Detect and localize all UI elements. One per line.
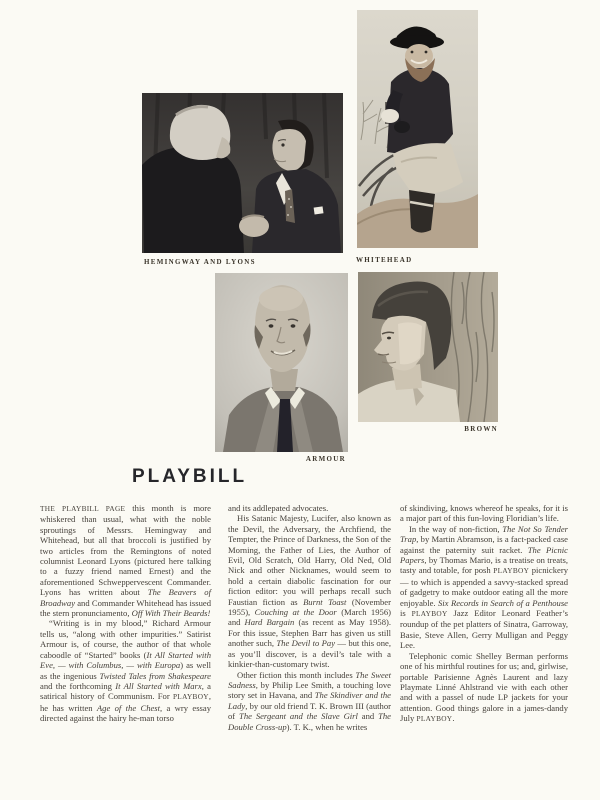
hemingway-lyons-image [142, 93, 343, 253]
brown-image [358, 272, 498, 422]
photo-caption-whitehead: WHITEHEAD [356, 256, 413, 264]
article-paragraph: and its addlepated advocates. [228, 503, 329, 513]
photo-whitehead [357, 10, 478, 248]
article-paragraph: His Satanic Majesty, Lucifer, also known as the Devil, the Adversary, the Archfiend, the Tempter, the Prince of Darkness, the Son of the Morning, the Father of Lies, the Author of Evil, Old Scratch, Old Harry, Old Ned, Old Nick and other Nicknames, would seem to hold a certain diabolic fascination for our fiction editor: you will perhaps recall such Faustian fiction as Burnt Toast (November 1955), Couching at the Door (March 1956) and Hard Bargain (as recent as May 1958). For this issue, Stephen Barr has given us still another such, The Devil to Pay — but this one, as you’ll discover, is a devil’s tale with a kinkier-than-customary twist. [228, 513, 391, 670]
photo-hemingway-and-lyons [142, 93, 343, 253]
photo-armour [215, 273, 348, 452]
photo-caption-hemingway-lyons: HEMINGWAY AND LYONS [144, 258, 256, 266]
photo-caption-brown: BROWN [464, 425, 498, 433]
armour-image [215, 273, 348, 452]
article-paragraph: In the way of non-fiction, The Not So Tender Trap, by Martin Abramson, is a fact-packed case against the paternity suit racket. The Picnic Papers, by Thomas Mario, is a treatise on treats, tasty and totable, for posh PLAYBOY picnickery — to which is appended a savvy-stacked spread of gadgetry to make outdoor eating all the more enjoyable. Six Records in Search of a Penthouse is PLAYBOY Jazz Editor Leonard Feather’s roundup of the pet platters of Sinatra, Garroway, Basie, Steve Allen, Gerry Mulligan and Peggy Lee. [400, 523, 569, 651]
playbill-heading: PLAYBILL [132, 466, 248, 487]
article-column-1 [40, 503, 211, 724]
whitehead-image [357, 10, 478, 248]
photo-brown [358, 272, 498, 422]
article-paragraph: “Writing is in my blood,” Richard Armour tells us, “along with other impurities.” Satirist Armour is, of course, the author of that whole caboodle of “Started” books (It All Started with Eve, — with Columbus, — with Europa) as well as the ingenious Twisted Tales from Shakespeare and the forthcoming It All Started with Marx, a satirical history of Communism. For PLAYBOY, he has written Age of the Chest, a wry essay directed against the hairy he-man torso [40, 618, 211, 724]
article-paragraph: THE PLAYBILL PAGE this month is more whiskered than usual, what with the noble sproutings of Messrs. Hemingway and Whitehead, but all that broccoli is justified by two articles from the Remingtons of noted columnist Leonard Lyons (pictured here talking to a fuzzy friend named Ernest) and the aforementioned Schweppervescent Commander. Lyons has written about The Beavers of Broadway and Commander Whitehead has issued the stern pronunciamento, Off With Their Beards! [40, 503, 211, 619]
article-column-3 [400, 503, 568, 725]
photo-caption-armour: ARMOUR [305, 455, 346, 463]
article-paragraph: Other fiction this month includes The Sweet Sadness, by Philip Lee Smith, a touching love story set in Havana, and The Skindiver and the Lady, by our old friend T. K. Brown III (author of The Sergeant and the Slave Girl and The Double Cross-up). T. K., when he writes [228, 669, 391, 732]
article-paragraph: of skindiving, knows whereof he speaks, for it is a major part of this fun-loving Floridian’s life. [400, 503, 568, 524]
article-column-2 [228, 503, 391, 732]
article-paragraph: Telephonic comic Shelley Berman performs one of his mirthful routines for us; and, girlwise, portable Parisienne Agnès Laurent and lazy Playmate Linné Ahlstrand vie with each other and with a passel of nude LP jackets for your attention. Good things galore in a james-dandy July PLAYBOY. [400, 650, 568, 724]
